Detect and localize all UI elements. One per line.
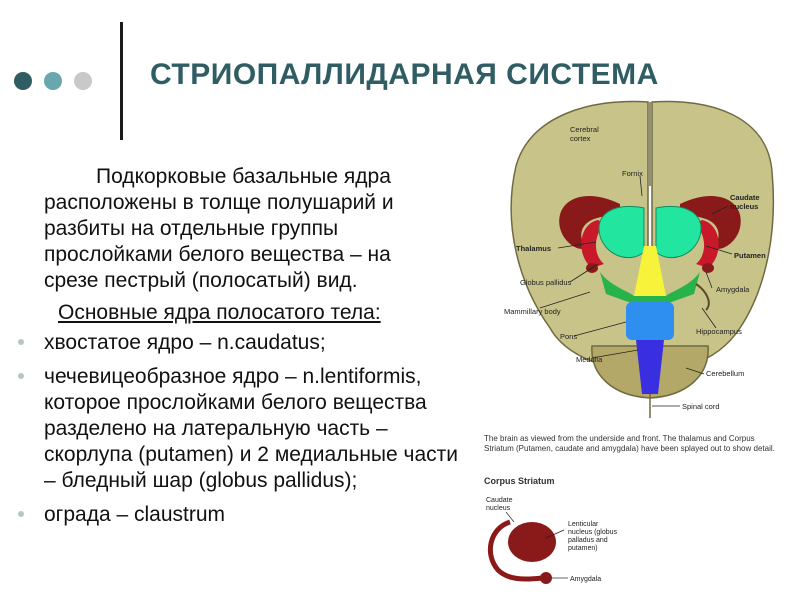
- brain-diagram: [480, 96, 780, 426]
- nuclei-list: [14, 330, 474, 528]
- intro-paragraph: [14, 164, 474, 294]
- label-pons: Pons: [560, 332, 578, 341]
- label-hippocampus: Hippocampus: [696, 327, 742, 336]
- figure-caption: The brain as viewed from the underside and front. The thalamus and Corpus Striatum (Putamen, caudate and amygdala) have been splayed out to show detail.: [484, 434, 775, 453]
- pons: [626, 302, 674, 340]
- label-caudate-nucleus: Caudate nucleus: [730, 193, 760, 211]
- label-fornix: Fornix: [622, 169, 643, 178]
- label-cs-caudate: Caudate nucleus: [486, 497, 513, 512]
- list-item: [14, 364, 474, 494]
- bullet-icon: [18, 339, 24, 345]
- intro-line-3: разбиты на отдельные группы: [44, 217, 339, 240]
- decorative-dots: [14, 72, 92, 90]
- slide-title: СТРИОПАЛЛИДАРНАЯ СИСТЕМА: [150, 58, 659, 91]
- label-amygdala: Amygdala: [716, 285, 750, 294]
- list-item-text: чечевицеобразное ядро – n.lentiformis, которое прослойками белого вещества разделено на латеральную часть – скорлупа (putamen) и 2 медиальные части – бледный шар (globus pallidus);: [44, 365, 459, 492]
- slide-body: [14, 164, 474, 536]
- label-spinal-cord: Spinal cord: [682, 402, 720, 411]
- list-item-text: ограда – claustrum: [44, 503, 226, 526]
- dot-3: [74, 72, 92, 90]
- dot-1: [14, 72, 32, 90]
- label-globus-pallidus: Globus pallidus: [520, 278, 572, 287]
- intro-line-2: расположены в толще полушарий и: [44, 191, 394, 214]
- dot-2: [44, 72, 62, 90]
- intro-line-5: срезе пестрый (полосатый) вид.: [44, 269, 358, 292]
- list-item: [14, 330, 474, 356]
- intro-line-1: Подкорковые базальные ядра: [96, 165, 391, 188]
- label-medulla: Medulla: [576, 355, 603, 364]
- label-mammillary-body: Mammillary body: [504, 307, 561, 316]
- list-item: [14, 502, 474, 528]
- label-thalamus: Thalamus: [516, 244, 552, 253]
- corpus-striatum-title: Corpus Striatum: [484, 476, 555, 486]
- label-cerebellum: Cerebellum: [706, 369, 745, 378]
- label-cs-lenticular: Lenticular nucleus (globus palladus and putamen): [568, 521, 618, 552]
- subheading: Основные ядра полосатого тела:: [58, 301, 381, 324]
- right-amygdala: [702, 263, 714, 273]
- list-item-text: хвостатое ядро – n.caudatus;: [44, 331, 326, 354]
- intro-line-4: прослойками белого вещества – на: [44, 243, 391, 266]
- corpus-striatum-diagram: [480, 488, 660, 593]
- label-cs-amygdala: Amygdala: [570, 576, 602, 583]
- label-cerebral-cortex: Cerebral cortex: [570, 125, 599, 143]
- bullet-icon: [18, 373, 24, 379]
- lenticular-nucleus: [508, 522, 556, 562]
- label-putamen: Putamen: [734, 251, 766, 260]
- title-divider: [120, 22, 123, 140]
- bullet-icon: [18, 511, 24, 517]
- amygdala-dot: [540, 572, 552, 584]
